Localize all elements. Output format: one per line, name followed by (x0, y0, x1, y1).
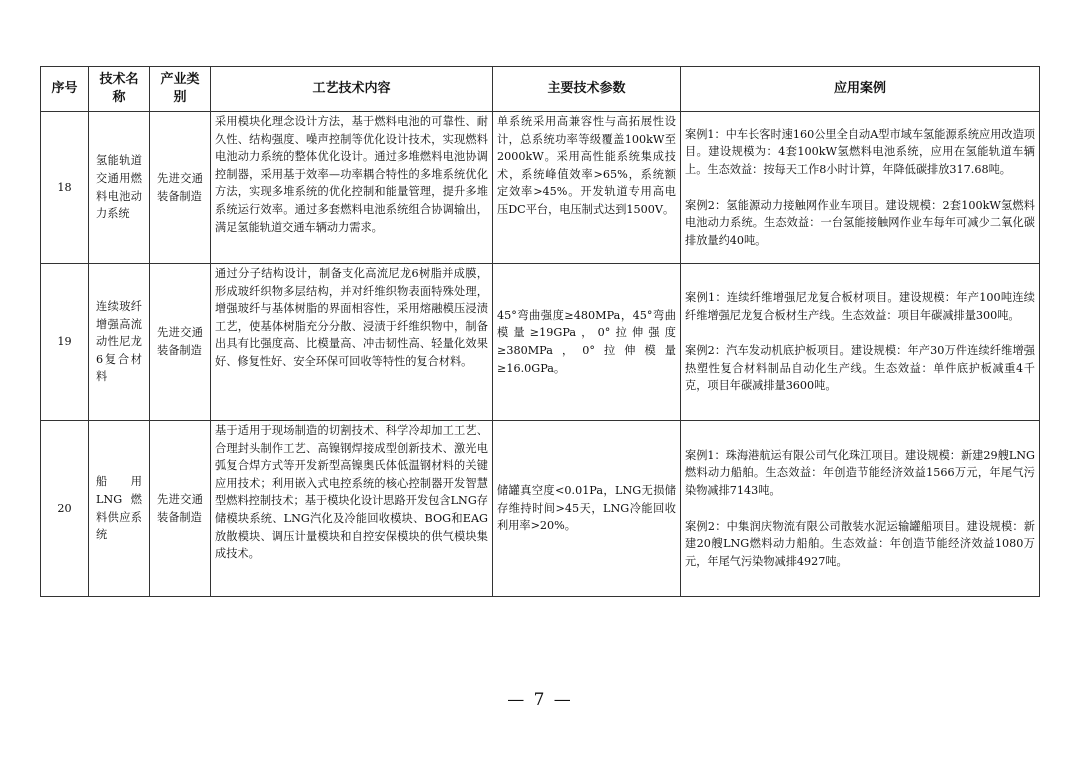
header-tech-name: 技术名称 (89, 67, 150, 112)
table-row (41, 421, 1040, 597)
row-application-cases (681, 264, 1040, 421)
row-application-cases (681, 421, 1040, 597)
case-2-text: 案例2：氢能源动力接触网作业车项目。建设规模：2套100kW氢燃料电池动力系统。生态效益：一台氢能接触网作业车每年可减少二氧化碳排放量约40吨。 (685, 198, 1035, 247)
row-industry-category: 先进交通装备制造 (150, 112, 211, 264)
header-application-cases: 应用案例 (681, 67, 1040, 112)
row-main-params: 储罐真空度<0.01Pa，LNG无损储存维持时间>45天，LNG冷能回收利用率>20%。 (493, 421, 681, 597)
row-serial-no: 18 (41, 112, 89, 264)
row-process-content: 采用模块化理念设计方法，基于燃料电池的可靠性、耐久性、结构强度、噪声控制等优化设计技术，实现燃料电池动力系统的整体优化设计。通过多堆燃料电池协调控制器，采用基于效率—功率耦合特性的多堆系统优化方法，实现多堆系统的优化控制和能量管理，提升多堆系统运行效率。通过多套燃料电池系统组合协调输出，满足氢能轨道交通车辆动力需求。 (211, 112, 493, 264)
row-serial-no: 19 (41, 264, 89, 421)
row-application-cases (681, 112, 1040, 264)
row-main-params: 45°弯曲强度≥480MPa，45°弯曲模量≥19GPa，0°拉伸强度≥380MPa，0°拉伸模量≥16.0GPa。 (493, 264, 681, 421)
row-serial-no: 20 (41, 421, 89, 597)
row-process-content: 通过分子结构设计，制备支化高流尼龙6树脂并成膜，形成玻纤织物多层结构，并对纤维织物表面特殊处理，增强玻纤与基体树脂的界面相容性，采用熔融模压浸渍工艺，使基体树脂充分分散、浸渍于纤维织物中，制备出具有比强度高、比模量高、冲击韧性高、轻量化效果好、修复性好、安全环保可回收等特性的复合材料。 (211, 264, 493, 421)
header-serial-no: 序号 (41, 67, 89, 112)
page-number: — 7 — (507, 690, 573, 710)
table-row (41, 112, 1040, 264)
row-industry-category: 先进交通装备制造 (150, 421, 211, 597)
technology-table (40, 66, 1040, 597)
case-1-text: 案例1：连续纤维增强尼龙复合板材项目。建设规模：年产100吨连续纤维增强尼龙复合板材生产线。生态效益：项目年碳减排量300吨。 (685, 291, 1035, 322)
table-row (41, 264, 1040, 421)
case-2-text: 案例2：中集润庆物流有限公司散装水泥运输罐船项目。建设规模：新建20艘LNG燃料动力船舶。生态效益：年创造节能经济效益1080万元，年尾气污染物减排4927吨。 (685, 519, 1035, 568)
row-industry-category: 先进交通装备制造 (150, 264, 211, 421)
row-tech-name: 氢能轨道交通用燃料电池动力系统 (89, 112, 150, 264)
case-1-text: 案例1：中车长客时速160公里全自动A型市域车氢能源系统应用改造项目。建设规模为：4套100kW氢燃料电池系统，应用在氢能轨道车辆上。生态效益：按每天工作8小时计算，年降低碳排放317.68吨。 (685, 127, 1035, 176)
case-2-text: 案例2：汽车发动机底护板项目。建设规模：年产30万件连续纤维增强热塑性复合材料制品自动化生产线。生态效益：单件底护板减重4千克，项目年碳减排量3600吨。 (685, 344, 1035, 393)
header-main-params: 主要技术参数 (493, 67, 681, 112)
header-process-content: 工艺技术内容 (211, 67, 493, 112)
row-tech-name: 连续玻纤增强高流动性尼龙6复合材料 (89, 264, 150, 421)
row-tech-name: 船用LNG燃料供应系统 (89, 421, 150, 597)
row-process-content: 基于适用于现场制造的切割技术、科学冷却加工工艺、合理封头制作工艺、高镍钢焊接成型创新技术、激光电弧复合焊方式等开发新型高镍奥氏体低温钢材料的关键应用技术；利用嵌入式电控系统的核心控制器开发智慧型燃料控制技术；基于模块化设计思路开发包含LNG存储模块系统、LNG汽化及冷能回收模块、BOG和EAG放散模块、调压计量模块和自控安保模块的供气模块集成技术。 (211, 421, 493, 597)
row-main-params: 单系统采用高兼容性与高拓展性设计，总系统功率等级覆盖100kW至2000kW。采用高性能系统集成技术，系统峰值效率>65%，系统额定效率>45%。开发轨道专用高电压DC平台，电压制式达到1500V。 (493, 112, 681, 264)
table-header-row (41, 67, 1040, 112)
case-1-text: 案例1：珠海港航运有限公司气化珠江项目。建设规模：新建29艘LNG燃料动力船舶。生态效益：年创造节能经济效益1566万元，年尾气污染物减排7143吨。 (685, 448, 1035, 497)
header-industry-category: 产业类别 (150, 67, 211, 112)
